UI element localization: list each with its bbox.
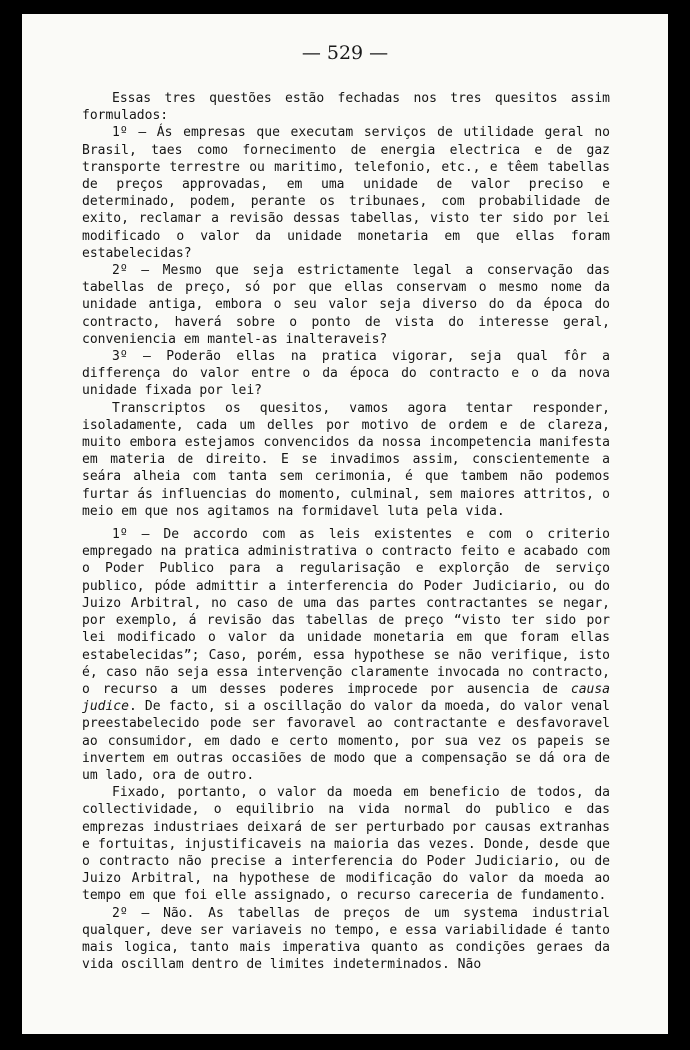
body-text [82, 90, 610, 973]
answer-1 [82, 526, 610, 784]
page [22, 14, 668, 1034]
answer-1-text-a: 1º — De accordo com as leis existentes e com o criterio empregado na pratica administrativa o contracto feito e acabado com o Poder Publico para a regularisação e explorção de serviço publico, póde admittir a interferencia do Poder Judiciario, ou do Juizo Arbitral, no caso de uma das partes contractantes se negar, por exemplo, á revisão das tabellas de preço “visto ter sido por lei modificado o valor da unidade monetaria em que foram ellas estabelecidas”; Caso, porém, essa hypothese se não verifique, isto é, caso não seja essa intervenção claramente invocada no contracto, o recurso a um desses poderes improcede por ausencia de [82, 527, 610, 697]
question-2: 2º — Mesmo que seja estrictamente legal a conservação das tabellas de preço, só por que ellas conservam o mesmo nome da unidade antiga, embora o seu valor seja diverso do da época do contracto, haverá sobre o ponto de vista do interesse geral, conveniencia em mantel-as inalteraveis? [82, 263, 610, 347]
paragraph-transcription: Transcriptos os quesitos, vamos agora tentar responder, isoladamente, cada um delles por motivo de ordem e de clareza, muito embora estejamos convencidos da nossa incompetencia manifesta em materia de direito. E se invadimos assim, conscientemente a seára alheia com tanta sem cerimonia, é que tambem não podemos furtar ás influencias do momento, culminal, sem maiores attritos, o meio em que nos agitamos na formidavel luta pela vida. [82, 400, 610, 519]
answer-2: 2º — Não. As tabellas de preços de um systema industrial qualquer, deve ser variaveis no tempo, e essa variabilidade é tanto mais logica, tanto mais imperativa quanto as condições geraes da vida oscillam dentro de limites indeterminados. Não [82, 905, 610, 973]
paragraph-fixado: Fixado, portanto, o valor da moeda em beneficio de todos, da collectividade, o equilibrio na vida normal do publico e das emprezas industriaes deixará de ser perturbado por causas extranhas e fortuitas, injustificaveis na maioria das vezes. Donde, desde que o contracto não precise a interferencia do Poder Judiciario, ou de Juizo Arbitral, na hypothese de modificação do valor da moeda ao tempo em que foi elle assignado, o recurso careceria de fundamento. [82, 785, 610, 904]
paragraph-intro: Essas tres questões estão fechadas nos tres quesitos assim formulados: [82, 91, 610, 124]
question-3: 3º — Poderão ellas na pratica vigorar, seja qual fôr a differença do valor entre o da época do contracto e o da nova unidade fixada por lei? [82, 349, 610, 399]
answer-1-text-b: . De facto, si a oscillação do valor da moeda, do valor venal preestabelecido pode ser favoravel ao contractante e desfavoravel ao consumidor, em dado e certo momento, por sua vez os papeis se invertem em outras occasiões de modo que a compensação se dá ora de um lado, ora de outro. [82, 699, 610, 783]
question-1: 1º — Ás empresas que executam serviços de utilidade geral no Brasil, taes como fornecimento de energia electrica e de gaz transporte terrestre ou maritimo, telefonio, etc., e têem tabellas de preços approvadas, em uma unidade de valor preciso e determinado, podem, perante os tribunaes, com probabilidade de exito, reclamar a revisão dessas tabellas, visto ter sido por lei modificado o valor da unidade monetaria em que ellas foram estabelecidas? [82, 125, 610, 261]
answer-1-italic: causa judice [82, 681, 611, 715]
page-number: — 529 — [301, 42, 389, 64]
